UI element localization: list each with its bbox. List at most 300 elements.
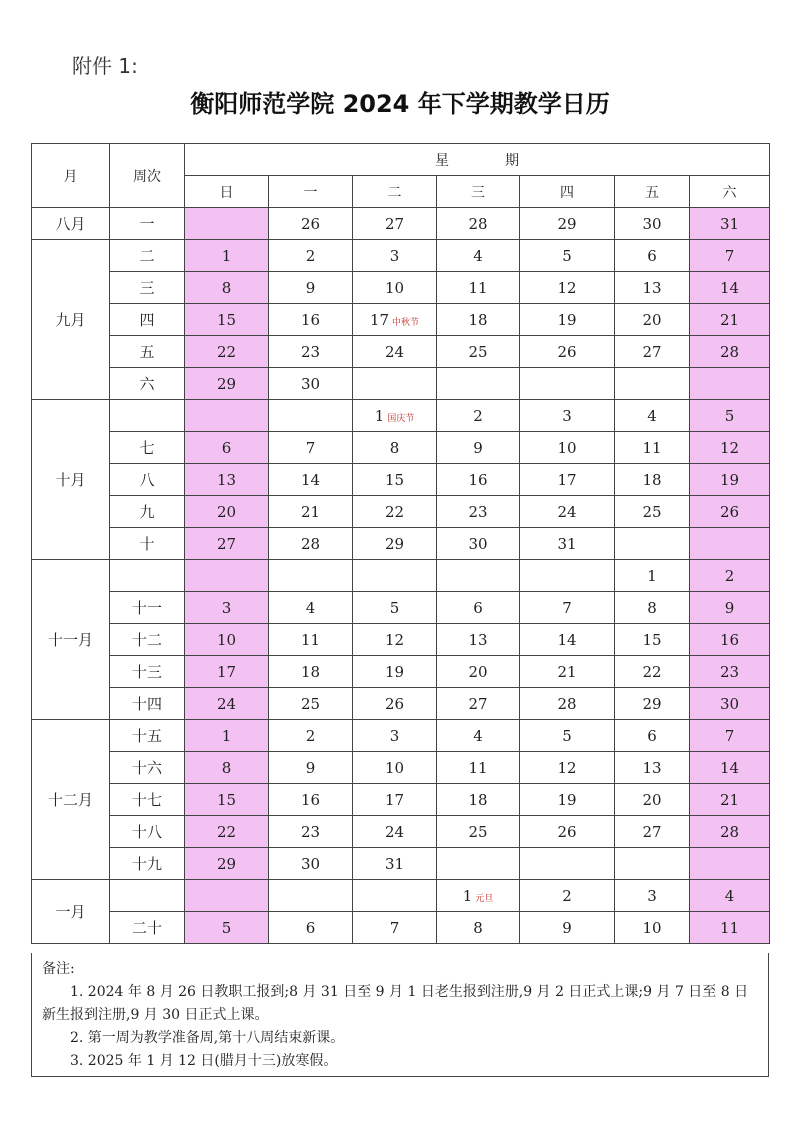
day-cell xyxy=(353,688,437,720)
day-cell xyxy=(615,304,690,336)
calendar-week-row xyxy=(32,304,770,336)
day-number: 5 xyxy=(724,406,735,425)
day-cell xyxy=(615,464,690,496)
day-number: 29 xyxy=(384,534,405,553)
weekday-header: 四 xyxy=(520,176,615,208)
day-cell xyxy=(520,528,615,560)
day-number: 17 xyxy=(384,790,405,809)
day-number: 15 xyxy=(216,310,237,329)
day-cell xyxy=(353,208,437,240)
day-cell xyxy=(185,336,269,368)
day-cell xyxy=(690,560,770,592)
calendar-week-row xyxy=(32,752,770,784)
day-number: 6 xyxy=(305,918,316,937)
week-number-header: 周次 xyxy=(110,144,185,208)
day-cell xyxy=(520,304,615,336)
day-cell xyxy=(520,656,615,688)
day-number: 30 xyxy=(642,214,662,233)
day-number: 3 xyxy=(562,406,572,425)
week-number-cell: 十五 xyxy=(110,720,185,752)
day-number: 25 xyxy=(468,342,488,361)
day-number: 5 xyxy=(221,918,232,937)
day-cell xyxy=(520,336,615,368)
day-number: 19 xyxy=(384,662,405,681)
calendar-week-row xyxy=(32,720,770,752)
day-number: 9 xyxy=(724,598,735,617)
day-cell xyxy=(437,592,520,624)
calendar-week-row xyxy=(32,880,770,912)
day-cell xyxy=(437,912,520,944)
day-number: 6 xyxy=(647,726,657,745)
day-cell xyxy=(615,560,690,592)
day-number: 25 xyxy=(642,502,662,521)
teaching-calendar-table xyxy=(31,143,770,944)
day-number: 26 xyxy=(557,342,577,361)
day-cell xyxy=(615,816,690,848)
day-cell xyxy=(353,880,437,912)
day-cell xyxy=(520,720,615,752)
day-number: 7 xyxy=(724,726,735,745)
day-number: 26 xyxy=(719,502,740,521)
day-number: 6 xyxy=(221,438,232,457)
day-cell xyxy=(185,816,269,848)
month-cell: 一月 xyxy=(32,880,110,944)
day-number: 4 xyxy=(473,246,483,265)
day-cell xyxy=(269,528,353,560)
calendar-week-row xyxy=(32,336,770,368)
day-cell xyxy=(690,656,770,688)
week-number-cell: 十七 xyxy=(110,784,185,816)
day-number: 13 xyxy=(642,278,662,297)
day-number: 21 xyxy=(300,502,321,521)
day-number: 30 xyxy=(468,534,488,553)
day-number: 22 xyxy=(384,502,405,521)
day-number: 2 xyxy=(305,246,316,265)
calendar-week-row xyxy=(32,368,770,400)
day-number: 7 xyxy=(305,438,316,457)
day-cell xyxy=(353,464,437,496)
calendar-week-row xyxy=(32,240,770,272)
week-number-cell xyxy=(110,400,185,432)
day-cell xyxy=(520,848,615,880)
note-item: 1. 2024 年 8 月 26 日教职工报到;8 月 31 日至 9 月 1 日老生报到注册,9 月 2 日正式上课;9 月 7 日至 8 日新生报到注册,9 月 30 日正式上课。 xyxy=(42,984,749,1023)
day-cell xyxy=(437,848,520,880)
day-number: 12 xyxy=(719,438,740,457)
day-cell xyxy=(437,688,520,720)
day-cell xyxy=(353,624,437,656)
day-number: 27 xyxy=(384,214,405,233)
week-number-cell: 十三 xyxy=(110,656,185,688)
day-cell xyxy=(690,752,770,784)
holiday-label: 国庆节 xyxy=(387,413,415,424)
day-cell xyxy=(690,880,770,912)
day-number: 5 xyxy=(562,246,572,265)
day-number: 25 xyxy=(300,694,321,713)
day-number: 10 xyxy=(216,630,237,649)
day-cell xyxy=(269,368,353,400)
day-cell xyxy=(269,272,353,304)
day-cell xyxy=(269,592,353,624)
day-cell xyxy=(520,688,615,720)
day-number: 12 xyxy=(557,758,577,777)
day-cell xyxy=(185,752,269,784)
day-number: 8 xyxy=(221,278,232,297)
day-cell xyxy=(353,368,437,400)
day-number: 26 xyxy=(300,214,321,233)
day-number: 29 xyxy=(642,694,662,713)
day-number: 18 xyxy=(468,790,488,809)
day-cell xyxy=(437,336,520,368)
day-cell xyxy=(185,496,269,528)
day-number: 12 xyxy=(384,630,405,649)
weekday-header: 六 xyxy=(690,176,770,208)
day-cell xyxy=(615,848,690,880)
day-number: 19 xyxy=(557,790,577,809)
week-number-cell: 四 xyxy=(110,304,185,336)
day-number: 14 xyxy=(557,630,577,649)
day-number: 17 xyxy=(216,662,237,681)
day-cell xyxy=(269,880,353,912)
day-cell xyxy=(269,624,353,656)
calendar-week-row xyxy=(32,208,770,240)
day-cell xyxy=(185,464,269,496)
day-number: 8 xyxy=(473,918,483,937)
day-cell xyxy=(615,208,690,240)
day-cell xyxy=(615,912,690,944)
calendar-week-row xyxy=(32,784,770,816)
day-number: 25 xyxy=(468,822,488,841)
day-cell xyxy=(269,816,353,848)
day-number: 2 xyxy=(562,886,572,905)
day-cell xyxy=(353,752,437,784)
day-number: 21 xyxy=(719,790,740,809)
day-cell xyxy=(690,208,770,240)
week-number-cell: 八 xyxy=(110,464,185,496)
day-number: 13 xyxy=(468,630,488,649)
day-number: 23 xyxy=(468,502,488,521)
day-cell xyxy=(520,784,615,816)
day-cell xyxy=(185,304,269,336)
day-cell xyxy=(690,496,770,528)
day-number: 10 xyxy=(384,758,405,777)
day-number: 12 xyxy=(557,278,577,297)
day-cell xyxy=(185,656,269,688)
calendar-week-row xyxy=(32,592,770,624)
day-number: 24 xyxy=(384,342,405,361)
page-title: 衡阳师范学院 2024 年下学期教学日历 xyxy=(190,90,610,118)
day-cell xyxy=(690,272,770,304)
day-number: 14 xyxy=(300,470,321,489)
day-cell xyxy=(269,848,353,880)
day-cell xyxy=(437,464,520,496)
day-number: 14 xyxy=(719,758,740,777)
day-number: 23 xyxy=(300,822,321,841)
day-cell xyxy=(353,528,437,560)
day-cell xyxy=(690,784,770,816)
calendar-body xyxy=(32,208,770,944)
day-number: 1 xyxy=(647,566,657,585)
day-cell xyxy=(269,336,353,368)
day-cell xyxy=(269,688,353,720)
day-number: 20 xyxy=(216,502,237,521)
day-cell xyxy=(269,400,353,432)
weekday-header: 日 xyxy=(185,176,269,208)
day-cell xyxy=(437,784,520,816)
day-cell xyxy=(437,752,520,784)
day-number: 1 xyxy=(462,886,473,905)
day-number: 11 xyxy=(300,630,321,649)
day-number: 22 xyxy=(216,822,237,841)
week-number-cell: 九 xyxy=(110,496,185,528)
day-number: 16 xyxy=(468,470,488,489)
day-cell xyxy=(615,400,690,432)
day-number: 27 xyxy=(216,534,237,553)
day-number: 26 xyxy=(557,822,577,841)
day-cell xyxy=(615,528,690,560)
day-cell xyxy=(269,752,353,784)
calendar-week-row xyxy=(32,464,770,496)
holiday-label: 中秋节 xyxy=(392,317,420,328)
day-number: 16 xyxy=(719,630,740,649)
day-number: 1 xyxy=(221,246,232,265)
day-cell xyxy=(269,560,353,592)
day-cell xyxy=(520,912,615,944)
day-cell xyxy=(437,272,520,304)
day-number: 10 xyxy=(557,438,577,457)
day-cell xyxy=(185,368,269,400)
day-cell xyxy=(615,720,690,752)
day-number: 9 xyxy=(562,918,572,937)
month-cell: 九月 xyxy=(32,240,110,400)
day-cell xyxy=(353,240,437,272)
day-cell xyxy=(437,304,520,336)
day-cell xyxy=(269,656,353,688)
day-number: 28 xyxy=(557,694,577,713)
day-cell xyxy=(615,368,690,400)
calendar-week-row xyxy=(32,400,770,432)
calendar-week-row xyxy=(32,912,770,944)
day-cell xyxy=(690,432,770,464)
day-cell xyxy=(269,496,353,528)
weekday-header: 五 xyxy=(615,176,690,208)
day-cell xyxy=(690,624,770,656)
day-cell xyxy=(690,688,770,720)
day-number: 9 xyxy=(305,278,316,297)
day-cell xyxy=(437,880,520,912)
day-number: 6 xyxy=(647,246,657,265)
day-number: 4 xyxy=(647,406,657,425)
day-number: 11 xyxy=(468,278,488,297)
day-cell xyxy=(353,560,437,592)
day-cell xyxy=(615,688,690,720)
day-number: 2 xyxy=(473,406,483,425)
day-cell xyxy=(520,272,615,304)
day-number: 31 xyxy=(384,854,405,873)
day-number: 31 xyxy=(557,534,577,553)
day-number: 22 xyxy=(216,342,237,361)
day-number: 11 xyxy=(642,438,662,457)
week-number-cell: 十八 xyxy=(110,816,185,848)
day-cell xyxy=(615,496,690,528)
day-number: 2 xyxy=(305,726,316,745)
week-number-cell: 十二 xyxy=(110,624,185,656)
day-cell xyxy=(185,720,269,752)
day-number: 24 xyxy=(216,694,237,713)
day-number: 27 xyxy=(642,822,662,841)
day-cell xyxy=(520,816,615,848)
week-number-cell: 十九 xyxy=(110,848,185,880)
day-cell xyxy=(520,208,615,240)
day-number: 2 xyxy=(724,566,735,585)
day-cell xyxy=(353,784,437,816)
day-number: 29 xyxy=(216,854,237,873)
day-cell xyxy=(185,432,269,464)
day-number: 30 xyxy=(300,374,321,393)
calendar-week-row xyxy=(32,272,770,304)
calendar-week-row xyxy=(32,816,770,848)
day-number: 5 xyxy=(389,598,400,617)
day-cell xyxy=(615,656,690,688)
day-cell xyxy=(690,400,770,432)
day-number: 8 xyxy=(647,598,657,617)
month-header: 月 xyxy=(32,144,110,208)
day-cell xyxy=(615,336,690,368)
day-cell xyxy=(269,784,353,816)
week-number-cell: 十六 xyxy=(110,752,185,784)
day-cell xyxy=(185,240,269,272)
day-cell xyxy=(615,240,690,272)
day-number: 19 xyxy=(719,470,740,489)
day-number: 7 xyxy=(724,246,735,265)
weekday-header: 三 xyxy=(437,176,520,208)
day-cell xyxy=(437,368,520,400)
day-number: 23 xyxy=(300,342,321,361)
day-number: 16 xyxy=(300,790,321,809)
week-number-cell: 十 xyxy=(110,528,185,560)
day-cell xyxy=(615,880,690,912)
day-number: 28 xyxy=(719,822,740,841)
day-number: 18 xyxy=(300,662,321,681)
day-cell xyxy=(269,720,353,752)
calendar-week-row xyxy=(32,496,770,528)
day-cell xyxy=(437,432,520,464)
day-cell xyxy=(690,368,770,400)
day-cell xyxy=(353,432,437,464)
note-item: 3. 2025 年 1 月 12 日(腊月十三)放寒假。 xyxy=(70,1053,338,1069)
day-number: 7 xyxy=(562,598,572,617)
day-number: 24 xyxy=(557,502,577,521)
day-cell xyxy=(353,272,437,304)
week-number-cell: 六 xyxy=(110,368,185,400)
calendar-week-row xyxy=(32,848,770,880)
day-number: 3 xyxy=(389,726,400,745)
day-cell xyxy=(437,528,520,560)
month-cell: 十二月 xyxy=(32,720,110,880)
day-cell xyxy=(353,336,437,368)
day-number: 29 xyxy=(557,214,577,233)
day-cell xyxy=(520,752,615,784)
week-number-cell: 一 xyxy=(110,208,185,240)
day-cell xyxy=(269,912,353,944)
day-number: 3 xyxy=(221,598,232,617)
day-number: 10 xyxy=(642,918,662,937)
day-cell xyxy=(520,592,615,624)
day-cell xyxy=(520,624,615,656)
notes-heading: 备注: xyxy=(42,961,75,977)
day-cell xyxy=(269,208,353,240)
day-number: 19 xyxy=(557,310,577,329)
day-number: 24 xyxy=(384,822,405,841)
day-number: 31 xyxy=(719,214,740,233)
day-cell xyxy=(615,432,690,464)
day-number: 14 xyxy=(719,278,740,297)
day-cell xyxy=(690,912,770,944)
day-cell xyxy=(185,560,269,592)
day-cell xyxy=(690,592,770,624)
day-cell xyxy=(690,816,770,848)
day-number: 17 xyxy=(557,470,577,489)
day-cell xyxy=(353,496,437,528)
day-cell xyxy=(615,272,690,304)
calendar-week-row xyxy=(32,560,770,592)
week-number-cell: 二十 xyxy=(110,912,185,944)
day-number: 9 xyxy=(305,758,316,777)
day-cell xyxy=(520,464,615,496)
day-number: 9 xyxy=(473,438,483,457)
day-number: 30 xyxy=(300,854,321,873)
day-number: 1 xyxy=(374,406,385,425)
day-cell xyxy=(185,880,269,912)
day-number: 27 xyxy=(642,342,662,361)
day-number: 10 xyxy=(384,278,405,297)
day-cell xyxy=(353,592,437,624)
day-cell xyxy=(269,304,353,336)
day-cell xyxy=(520,496,615,528)
week-number-cell: 十一 xyxy=(110,592,185,624)
day-cell xyxy=(690,848,770,880)
day-cell xyxy=(437,656,520,688)
day-cell xyxy=(185,272,269,304)
day-number: 8 xyxy=(389,438,400,457)
day-cell xyxy=(437,208,520,240)
week-number-cell xyxy=(110,560,185,592)
month-cell: 八月 xyxy=(32,208,110,240)
day-cell xyxy=(185,592,269,624)
day-number: 20 xyxy=(468,662,488,681)
day-number: 13 xyxy=(216,470,237,489)
day-number: 28 xyxy=(300,534,321,553)
day-number: 21 xyxy=(557,662,577,681)
day-cell xyxy=(185,848,269,880)
day-number: 4 xyxy=(724,886,735,905)
day-number: 18 xyxy=(642,470,662,489)
day-number: 28 xyxy=(468,214,488,233)
day-cell xyxy=(437,816,520,848)
day-cell xyxy=(185,688,269,720)
day-number: 13 xyxy=(642,758,662,777)
day-cell xyxy=(690,304,770,336)
week-number-cell: 十四 xyxy=(110,688,185,720)
day-cell xyxy=(269,240,353,272)
month-cell: 十月 xyxy=(32,400,110,560)
day-cell xyxy=(353,912,437,944)
day-cell xyxy=(690,336,770,368)
day-number: 5 xyxy=(562,726,572,745)
day-cell xyxy=(185,528,269,560)
day-cell xyxy=(353,848,437,880)
day-cell xyxy=(437,496,520,528)
day-number: 3 xyxy=(389,246,400,265)
